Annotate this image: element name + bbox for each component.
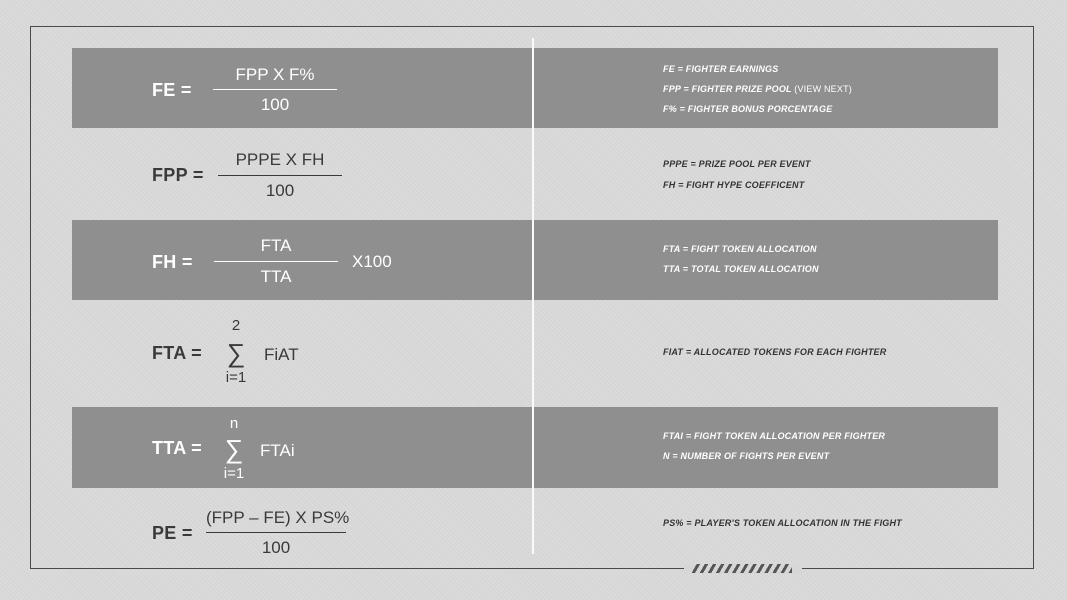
fraction bbox=[206, 488, 350, 566]
formula-row-tta bbox=[72, 407, 998, 488]
formula-lhs: PE = bbox=[152, 523, 193, 543]
formula-lhs: FH = bbox=[152, 252, 193, 272]
formula-lhs: FE = bbox=[152, 80, 192, 100]
numerator: PPPE X FH bbox=[235, 150, 325, 169]
definition: FTAI = FIGHT TOKEN ALLOCATION PER FIGHTER bbox=[663, 431, 886, 441]
fraction bbox=[214, 220, 338, 300]
definition-note: (VIEW NEXT) bbox=[794, 84, 852, 94]
denominator: 100 bbox=[265, 181, 295, 200]
summation-icon: ∑ bbox=[226, 338, 246, 368]
formula-row-fh bbox=[72, 220, 998, 300]
definition: PS% = PLAYER'S TOKEN ALLOCATION IN THE FIGHT bbox=[663, 518, 902, 528]
sum-upper-limit: n bbox=[229, 415, 239, 432]
fraction-bar bbox=[214, 261, 338, 262]
fraction-bar bbox=[213, 89, 337, 90]
formula-lhs: FTA = bbox=[152, 343, 202, 363]
fraction-bar bbox=[218, 175, 342, 176]
fraction bbox=[213, 48, 337, 128]
denominator: 100 bbox=[260, 95, 290, 114]
sum-term: FTAi bbox=[260, 441, 295, 460]
numerator: FTA bbox=[260, 236, 292, 255]
formula-row-fta bbox=[72, 300, 998, 407]
definition: FH = FIGHT HYPE COEFFICENT bbox=[663, 180, 805, 190]
definition: F% = FIGHTER BONUS PORCENTAGE bbox=[663, 104, 833, 114]
fraction bbox=[218, 128, 342, 220]
formula-row-pe bbox=[72, 488, 998, 566]
formula-lhs: FPP = bbox=[152, 165, 204, 185]
definition bbox=[663, 84, 852, 94]
formula-row-fe bbox=[72, 48, 998, 128]
summation-icon: ∑ bbox=[224, 434, 244, 464]
sum-term: FiAT bbox=[264, 345, 299, 364]
numerator: (FPP – FE) X PS% bbox=[206, 508, 350, 527]
definition-text: FPP = FIGHTER PRIZE POOL bbox=[663, 84, 792, 94]
sum-lower-limit: i=1 bbox=[225, 369, 247, 386]
denominator: 100 bbox=[261, 538, 291, 557]
sum-lower-limit: i=1 bbox=[223, 465, 245, 482]
definition: PPPE = PRIZE POOL PER EVENT bbox=[663, 159, 811, 169]
formula-lhs: TTA = bbox=[152, 438, 202, 458]
definition: TTA = TOTAL TOKEN ALLOCATION bbox=[663, 264, 819, 274]
multiplier: X100 bbox=[352, 252, 392, 271]
numerator: FPP X F% bbox=[235, 65, 315, 84]
definition: FIAT = ALLOCATED TOKENS FOR EACH FIGHTER bbox=[663, 347, 887, 357]
formula-row-fpp bbox=[72, 128, 998, 220]
definition: N = NUMBER OF FIGHTS PER EVENT bbox=[663, 451, 830, 461]
sum-upper-limit: 2 bbox=[231, 317, 241, 334]
fraction-bar bbox=[206, 532, 346, 533]
denominator: TTA bbox=[260, 267, 292, 286]
definition: FE = FIGHTER EARNINGS bbox=[663, 64, 779, 74]
definition: FTA = FIGHT TOKEN ALLOCATION bbox=[663, 244, 817, 254]
